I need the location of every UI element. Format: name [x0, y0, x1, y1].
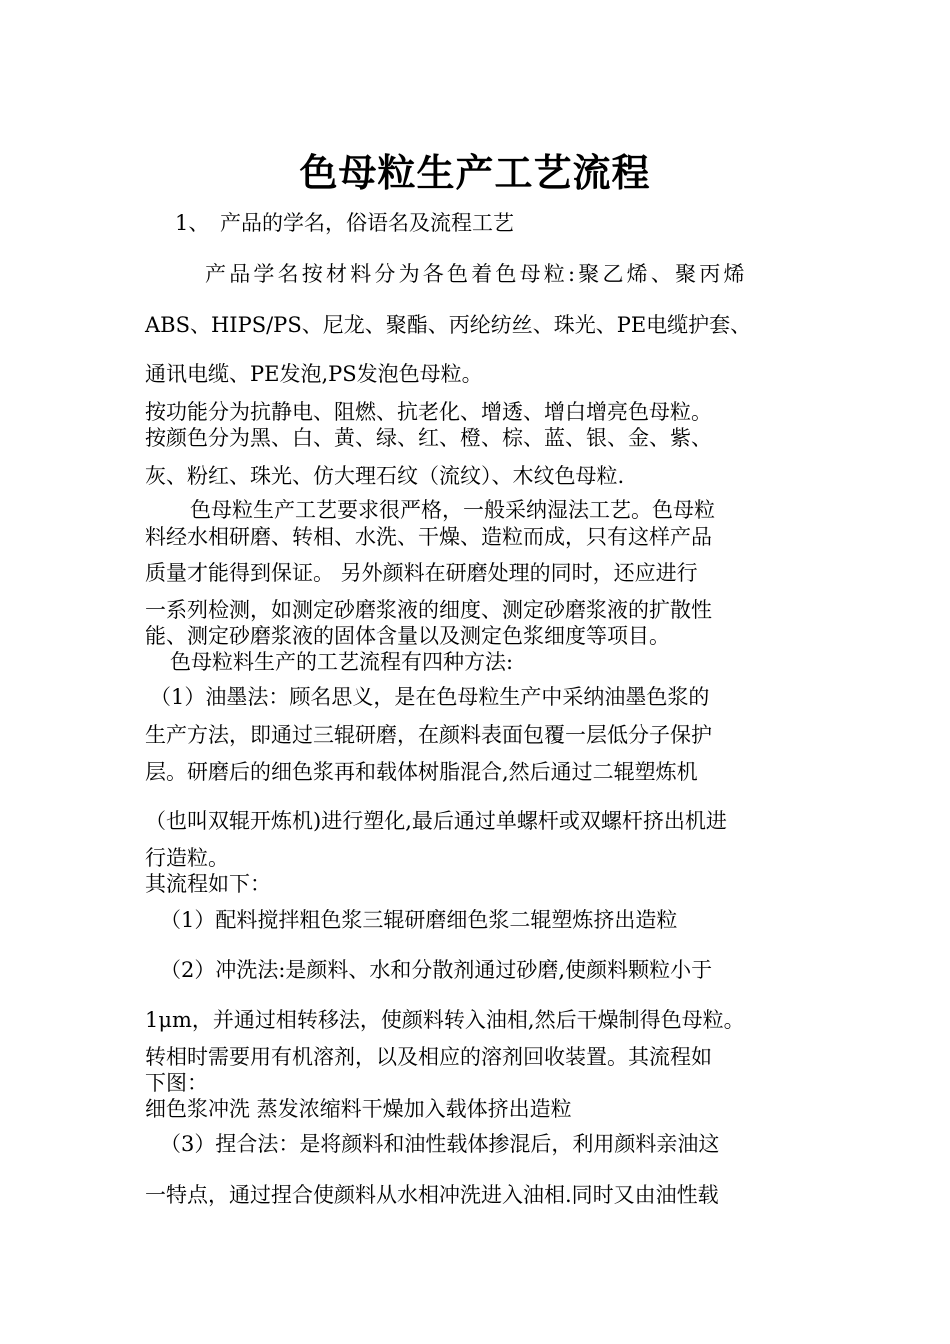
text-line-10: 质量才能得到保证。 另外颜料在研磨处理的同时，还应进行: [145, 561, 698, 585]
text-line-4: 通讯电缆、PE发泡,PS发泡色母粒。: [145, 362, 483, 386]
text-line-18: 行造粒。: [145, 846, 229, 870]
text-line-9: 料经水相研磨、转相、水洗、干燥、造粒而成，只有这样产品: [145, 525, 712, 549]
text-line-8: 色母粒生产工艺要求很严格，一般采纳湿法工艺。色母粒: [190, 498, 715, 522]
text-line-1: 1、 产品的学名，俗语名及流程工艺: [175, 211, 515, 235]
text-line-3: ABS、HIPS/PS、尼龙、聚酯、丙纶纺丝、珠光、PE电缆护套、: [145, 313, 752, 337]
text-line-21: （2）冲洗法:是颜料、水和分散剂通过砂磨,使颜料颗粒小于: [160, 958, 713, 982]
text-line-22: 1μm，并通过相转移法，使颜料转入油相,然后干燥制得色母粒。: [145, 1008, 745, 1032]
text-line-11: 一系列检测，如测定砂磨浆液的细度、测定砂磨浆液的扩散性: [145, 598, 712, 622]
text-line-5: 按功能分为抗静电、阻燃、抗老化、增透、增白增亮色母粒。: [145, 400, 712, 424]
text-line-25: 细色浆冲洗 蒸发浓缩料干燥加入载体挤出造粒: [145, 1097, 572, 1121]
text-line-12: 能、测定砂磨浆液的固体含量以及测定色浆细度等项目。: [145, 624, 670, 648]
text-line-15: 生产方法，即通过三辊研磨，在颜料表面包覆一层低分子保护: [145, 723, 712, 747]
document-title: 色母粒生产工艺流程: [299, 150, 651, 195]
text-line-23: 转相时需要用有机溶剂，以及相应的溶剂回收装置。其流程如: [145, 1045, 712, 1069]
text-line-20: （1）配料搅拌粗色浆三辊研磨细色浆二辊塑炼挤出造粒: [160, 908, 678, 932]
text-line-2: 产品学名按材料分为各色着色母粒:聚乙烯、聚丙烯: [205, 262, 748, 286]
text-line-27: 一特点，通过捏合使颜料从水相冲洗进入油相.同时又由油性载: [145, 1183, 719, 1207]
text-line-17: （也叫双辊开炼机)进行塑化,最后通过单螺杆或双螺杆挤出机进: [145, 809, 727, 833]
text-line-26: （3）捏合法：是将颜料和油性载体掺混后，利用颜料亲油这: [160, 1132, 720, 1156]
text-line-13: 色母粒料生产的工艺流程有四种方法:: [170, 650, 514, 674]
text-line-24: 下图：: [145, 1071, 208, 1095]
text-line-14: （1）油墨法：顾名思义，是在色母粒生产中采纳油墨色浆的: [150, 685, 710, 709]
text-line-6: 按颜色分为黑、白、黄、绿、红、橙、棕、蓝、银、金、紫、: [145, 426, 712, 450]
text-line-16: 层。研磨后的细色浆再和载体树脂混合,然后通过二辊塑炼机: [145, 760, 698, 784]
text-line-19: 其流程如下：: [145, 872, 271, 896]
text-line-7: 灰、粉红、珠光、仿大理石纹（流纹）、木纹色母粒.: [145, 464, 625, 488]
